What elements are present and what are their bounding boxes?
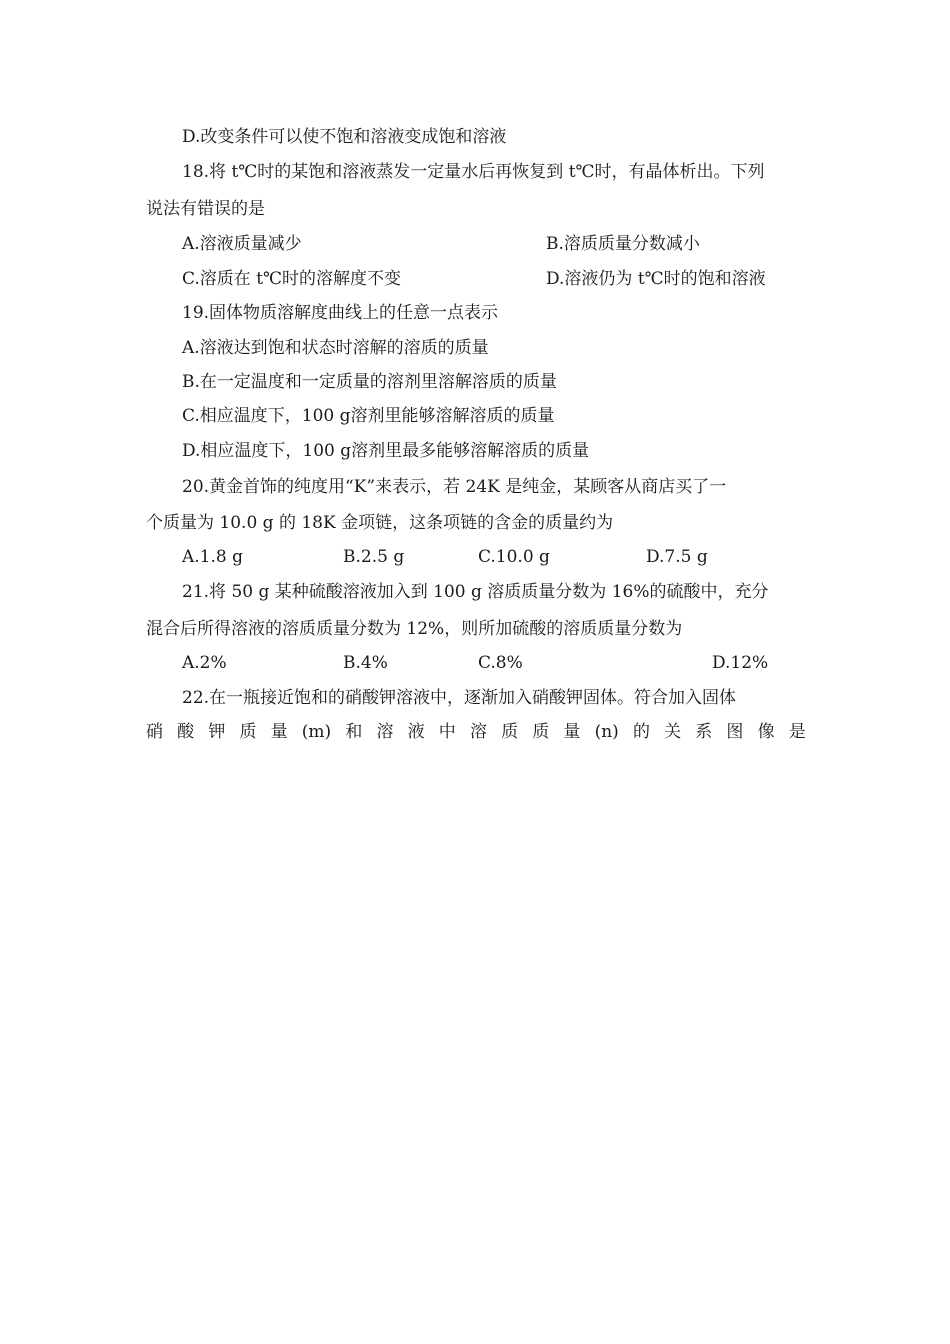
q20-stem-line2: 个质量为 10.0 g 的 18K 金项链，这条项链的含金的质量约为 [146,513,614,533]
q22-char: 和 [345,722,363,742]
q22-stem-line1: 22.在一瓶接近饱和的硝酸钾溶液中，逐渐加入硝酸钾固体。符合加入固体 [182,688,737,708]
q20-stem-line1: 20.黄金首饰的纯度用“K”来表示，若 24K 是纯金，某顾客从商店买了一 [182,477,727,497]
q20-option-b: B.2.5 g [343,547,405,567]
q21-stem-line1: 21.将 50 g 某种硫酸溶液加入到 100 g 溶质质量分数为 16%的硫酸中，充分 [182,582,769,602]
q20-option-d: D.7.5 g [646,547,708,567]
q22-char: 液 [407,722,425,742]
q22-char: 像 [757,722,775,742]
q22-char: 酸 [177,722,195,742]
q19-option-d: D.相应温度下，100 g溶剂里最多能够溶解溶质的质量 [182,441,590,461]
q18-option-c: C.溶质在 t℃时的溶解度不变 [182,269,402,289]
q22-char: 图 [726,722,744,742]
q22-stem-line2 [146,721,806,743]
q21-option-a: A.2% [182,653,227,673]
q18-stem-line1: 18.将 t℃时的某饱和溶液蒸发一定量水后再恢复到 t℃时，有晶体析出。下列 [182,162,765,182]
q22-char: 溶 [469,722,487,742]
q22-char: 质 [532,722,550,742]
q22-char: 量 [563,722,581,742]
q22-char: 的 [632,722,650,742]
q18-option-a: A.溶液质量减少 [182,234,302,254]
q22-char: 质 [501,722,519,742]
q19-option-a: A.溶液达到饱和状态时溶解的溶质的质量 [182,338,489,358]
q22-char: 系 [695,722,713,742]
q22-char: 关 [664,722,682,742]
q22-char: (n) [594,722,619,742]
q22-char: 质 [239,722,257,742]
q22-char: 溶 [376,722,394,742]
q18-option-b: B.溶质质量分数减小 [546,234,700,254]
q22-char: 量 [270,722,288,742]
q19-stem: 19.固体物质溶解度曲线上的任意一点表示 [182,303,499,323]
q20-option-c: C.10.0 g [478,547,550,567]
q20-option-a: A.1.8 g [182,547,244,567]
q17-option-d: D.改变条件可以使不饱和溶液变成饱和溶液 [182,127,507,147]
q22-char: (m) [301,722,332,742]
q22-char: 钾 [208,722,226,742]
q22-char: 是 [788,722,806,742]
q22-char: 中 [438,722,456,742]
q19-option-c: C.相应温度下，100 g溶剂里能够溶解溶质的质量 [182,406,555,426]
q18-option-d: D.溶液仍为 t℃时的饱和溶液 [546,269,766,289]
q18-stem-line2: 说法有错误的是 [146,199,265,219]
q21-option-c: C.8% [478,653,523,673]
q21-option-b: B.4% [343,653,388,673]
q21-option-d: D.12% [712,653,769,673]
q22-char: 硝 [146,722,163,742]
q19-option-b: B.在一定温度和一定质量的溶剂里溶解溶质的质量 [182,372,557,392]
q21-stem-line2: 混合后所得溶液的溶质质量分数为 12%，则所加硫酸的溶质质量分数为 [146,619,683,639]
